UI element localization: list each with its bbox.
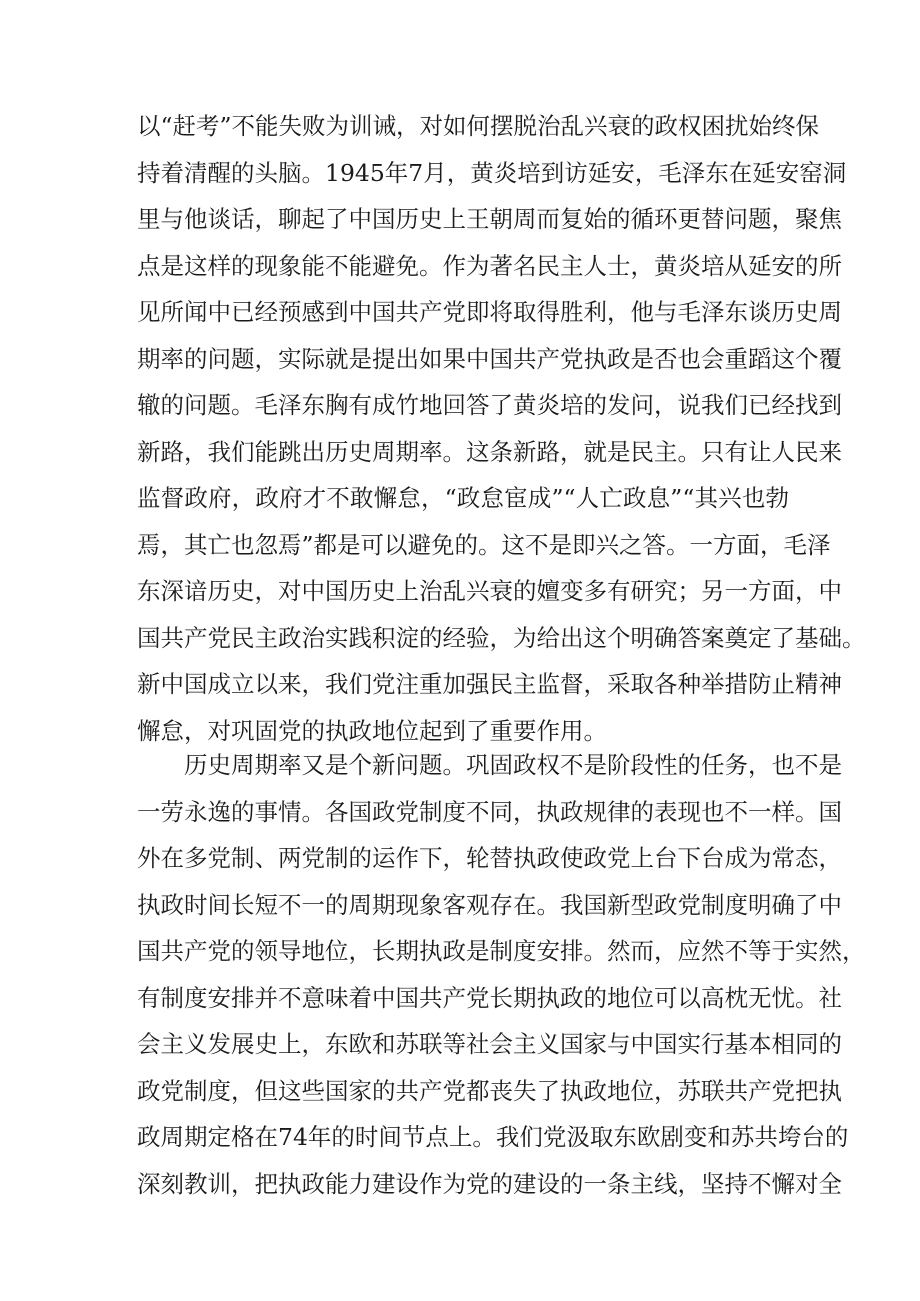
text-line: 深刻教训，把执政能力建设作为党的建设的一条主线，坚持不懈对全 xyxy=(137,1169,842,1198)
text-line: 有制度安排并不意味着中国共产党长期执政的地位可以高枕无忧。社 xyxy=(137,983,842,1012)
text-line: 新路，我们能跳出历史周期率。这条新路，就是民主。只有让人民来 xyxy=(137,437,842,466)
text-line: 焉，其亡也忽焉”都是可以避免的。这不是即兴之答。一方面，毛泽 xyxy=(137,530,831,559)
text-line: 国共产党的领导地位，长期执政是制度安排。然而，应然不等于实然， xyxy=(137,937,866,965)
text-line: 持着清醒的头脑。1945年7月，黄炎培到访延安，毛泽东在延安窑洞 xyxy=(137,158,847,187)
text-line: 监督政府，政府才不敢懈怠，“政怠宦成”“人亡政息”“其兴也勃 xyxy=(137,484,789,512)
paragraph-2 xyxy=(137,742,866,1207)
text-line: 外在多党制、两党制的运作下，轮替执政使政党上台下台成为常态， xyxy=(137,844,842,872)
text-line: 期率的问题，实际就是提出如果中国共产党执政是否也会重蹈这个覆 xyxy=(137,344,842,373)
text-line: 会主义发展史上，东欧和苏联等社会主义国家与中国实行基本相同的 xyxy=(137,1030,842,1058)
text-line: 见所闻中已经预感到中国共产党即将取得胜利，他与毛泽东谈历史周 xyxy=(137,298,842,326)
text-line: 一劳永逸的事情。各国政党制度不同，执政规律的表现也不一样。国 xyxy=(137,797,842,826)
text-line: 政党制度，但这些国家的共产党都丧失了执政地位，苏联共产党把执 xyxy=(137,1076,842,1105)
text-line: 辙的问题。毛泽东胸有成竹地回答了黄炎培的发问，说我们已经找到 xyxy=(137,391,842,419)
text-line: 国共产党民主政治实践积淀的经验，为给出这个明确答案奠定了基础。 xyxy=(137,623,866,652)
text-line: 里与他谈话，聊起了中国历史上王朝周而复始的循环更替问题，聚焦 xyxy=(137,205,842,233)
text-line: 政周期定格在74年的时间节点上。我们党汲取东欧剧变和苏共垮台的 xyxy=(137,1123,849,1151)
text-line: 历史周期率又是个新问题。巩固政权不是阶段性的任务，也不是 xyxy=(184,751,842,779)
text-line: 新中国成立以来，我们党注重加强民主监督，采取各种举措防止精神 xyxy=(137,670,842,698)
paragraph-1 xyxy=(137,103,866,754)
text-line: 懈怠，对巩固党的执政地位起到了重要作用。 xyxy=(137,716,607,745)
text-line: 以“赶考”不能失败为训诫，对如何摆脱治乱兴衰的政权困扰始终保 xyxy=(137,112,820,140)
text-line: 东深谙历史，对中国历史上治乱兴衰的嬗变多有研究；另一方面，中 xyxy=(137,577,842,605)
text-line: 执政时间长短不一的周期现象客观存在。我国新型政党制度明确了中 xyxy=(137,890,842,919)
text-line: 点是这样的现象能不能避免。作为著名民主人士，黄炎培从延安的所 xyxy=(137,251,842,280)
